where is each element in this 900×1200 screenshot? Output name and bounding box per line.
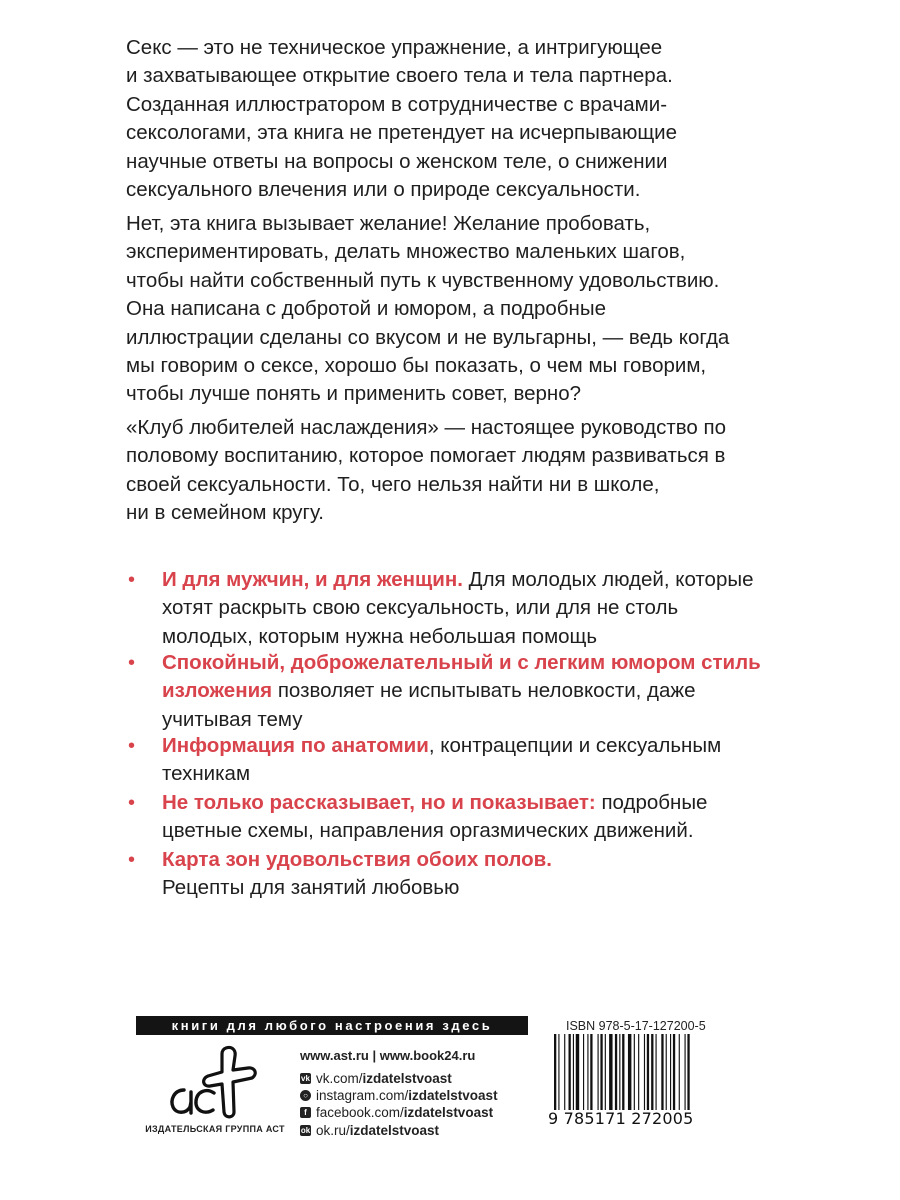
barcode-bar [583, 1034, 584, 1110]
barcode-bar [622, 1034, 624, 1110]
barcode-bar [638, 1034, 639, 1110]
social-links [300, 1070, 498, 1139]
barcode-bar [609, 1034, 612, 1110]
barcode-digits: 9 785171 272005 [548, 1109, 694, 1128]
bullet-dot-icon: • [128, 569, 136, 591]
barcode-bar [634, 1034, 635, 1110]
bullet-highlight: Спокойный, доброжелательный и с легким юмором стиль изложения [162, 651, 761, 703]
slogan-banner: книги для любого настроения здесь [136, 1016, 528, 1035]
barcode-bar [644, 1034, 645, 1110]
ast-logo-icon [162, 1044, 262, 1122]
bullet-text: , контрацепции и сексуальным техникам [162, 734, 722, 786]
barcode-bar [564, 1034, 565, 1110]
barcode-bar [647, 1034, 649, 1110]
website-links[interactable]: www.ast.ru | www.book24.ru [300, 1048, 476, 1063]
bullet-highlight: И для мужчин, и для женщин. [162, 568, 463, 591]
bullet-text: Для молодых людей, которые хотят раскрыть свою сексуальность, или для не столь молодых, которым нужна небольшая помощь [162, 568, 754, 648]
facebook-icon: f [300, 1107, 311, 1118]
bullet-text: подробные цветные схемы, направления оргазмических движений. [162, 791, 708, 843]
barcode-bar [600, 1034, 602, 1110]
barcode-bar [628, 1034, 631, 1110]
barcode-bar [558, 1034, 559, 1110]
barcode-bar [569, 1034, 571, 1110]
bullet-dot-icon: • [128, 792, 136, 814]
bullet-text: позволяет не испытывать неловкости, даже учитывая тему [162, 679, 696, 731]
barcode-bar [573, 1034, 574, 1110]
barcode-bar [598, 1034, 599, 1110]
barcode-bar [679, 1034, 680, 1110]
barcode-bar [590, 1034, 592, 1110]
social-link-facebook[interactable]: f facebook.com/ izdatelstvoast [300, 1104, 498, 1121]
barcode-bar [666, 1034, 667, 1110]
barcode-bar [651, 1034, 653, 1110]
desire-paragraph: Нет, эта книга вызывает желание! Желание пробовать, экспериментировать, делать множество маленьких шагов, чтобы найти собственный путь к чувственному удовольствию. Она написана с добротой и юмором, а подробные иллюстрации сделаны со вкусом и не вульгарны, — ведь когда мы говорим о сексе, хорошо бы показать, о чем мы говорим, чтобы лучше понять и применить совет, верно? [126, 212, 730, 406]
social-link-instagram[interactable]: ○ instagram.com/ izdatelstvoast [300, 1087, 498, 1104]
bullet-dot-icon: • [128, 735, 136, 757]
barcode-bar [615, 1034, 617, 1110]
odnoklassniki-icon: ok [300, 1125, 311, 1135]
publisher-name: ИЗДАТЕЛЬСКАЯ ГРУППА АСТ [145, 1124, 285, 1134]
bullet-text: Рецепты для занятий любовью [162, 876, 460, 900]
barcode-bar [587, 1034, 588, 1110]
barcode-bar [576, 1034, 579, 1110]
vk-icon: vk [301, 1074, 310, 1084]
intro-paragraph: Секс — это не техническое упражнение, а интригующее и захватывающее открытие своего тела и тела партнера. Созданная иллюстратором в сотрудничестве с врачами- сексологами, эта книга не претендует на исчерпывающие научные ответы на вопросы о женском теле, о снижении сексуального влечения или о природе сексуальности. [126, 36, 678, 202]
isbn-label: ISBN 978-5-17-127200-5 [566, 1019, 706, 1033]
bullet-dot-icon: • [128, 652, 136, 674]
barcode-bar [673, 1034, 675, 1110]
barcode-bar [661, 1034, 663, 1110]
instagram-icon: ○ [300, 1090, 311, 1101]
barcode-bar [554, 1034, 556, 1110]
barcode-bar [605, 1034, 606, 1110]
club-paragraph: «Клуб любителей наслаждения» — настоящее руководство по половому воспитанию, которое помогает людям развиваться в своей сексуальности. То, чего нельзя найти ни в школе, ни в семейном кругу. [126, 416, 726, 525]
barcode-bar [656, 1034, 657, 1110]
barcode-bar [687, 1034, 689, 1110]
social-link-ok[interactable]: ok ok.ru/ izdatelstvoast [300, 1122, 440, 1138]
barcode-bar [619, 1034, 620, 1110]
barcode-bar [670, 1034, 671, 1110]
bullet-dot-icon: • [128, 849, 136, 871]
social-link-vk[interactable]: vk vk.com/ izdatelstvoast [301, 1071, 452, 1086]
barcode-bar [685, 1034, 686, 1110]
bullet-highlight: Информация по анатомии [162, 734, 429, 757]
bullet-highlight: Карта зон удовольствия обоих полов. [162, 848, 552, 871]
bullet-highlight: Не только рассказывает, но и показывает: [162, 791, 596, 814]
